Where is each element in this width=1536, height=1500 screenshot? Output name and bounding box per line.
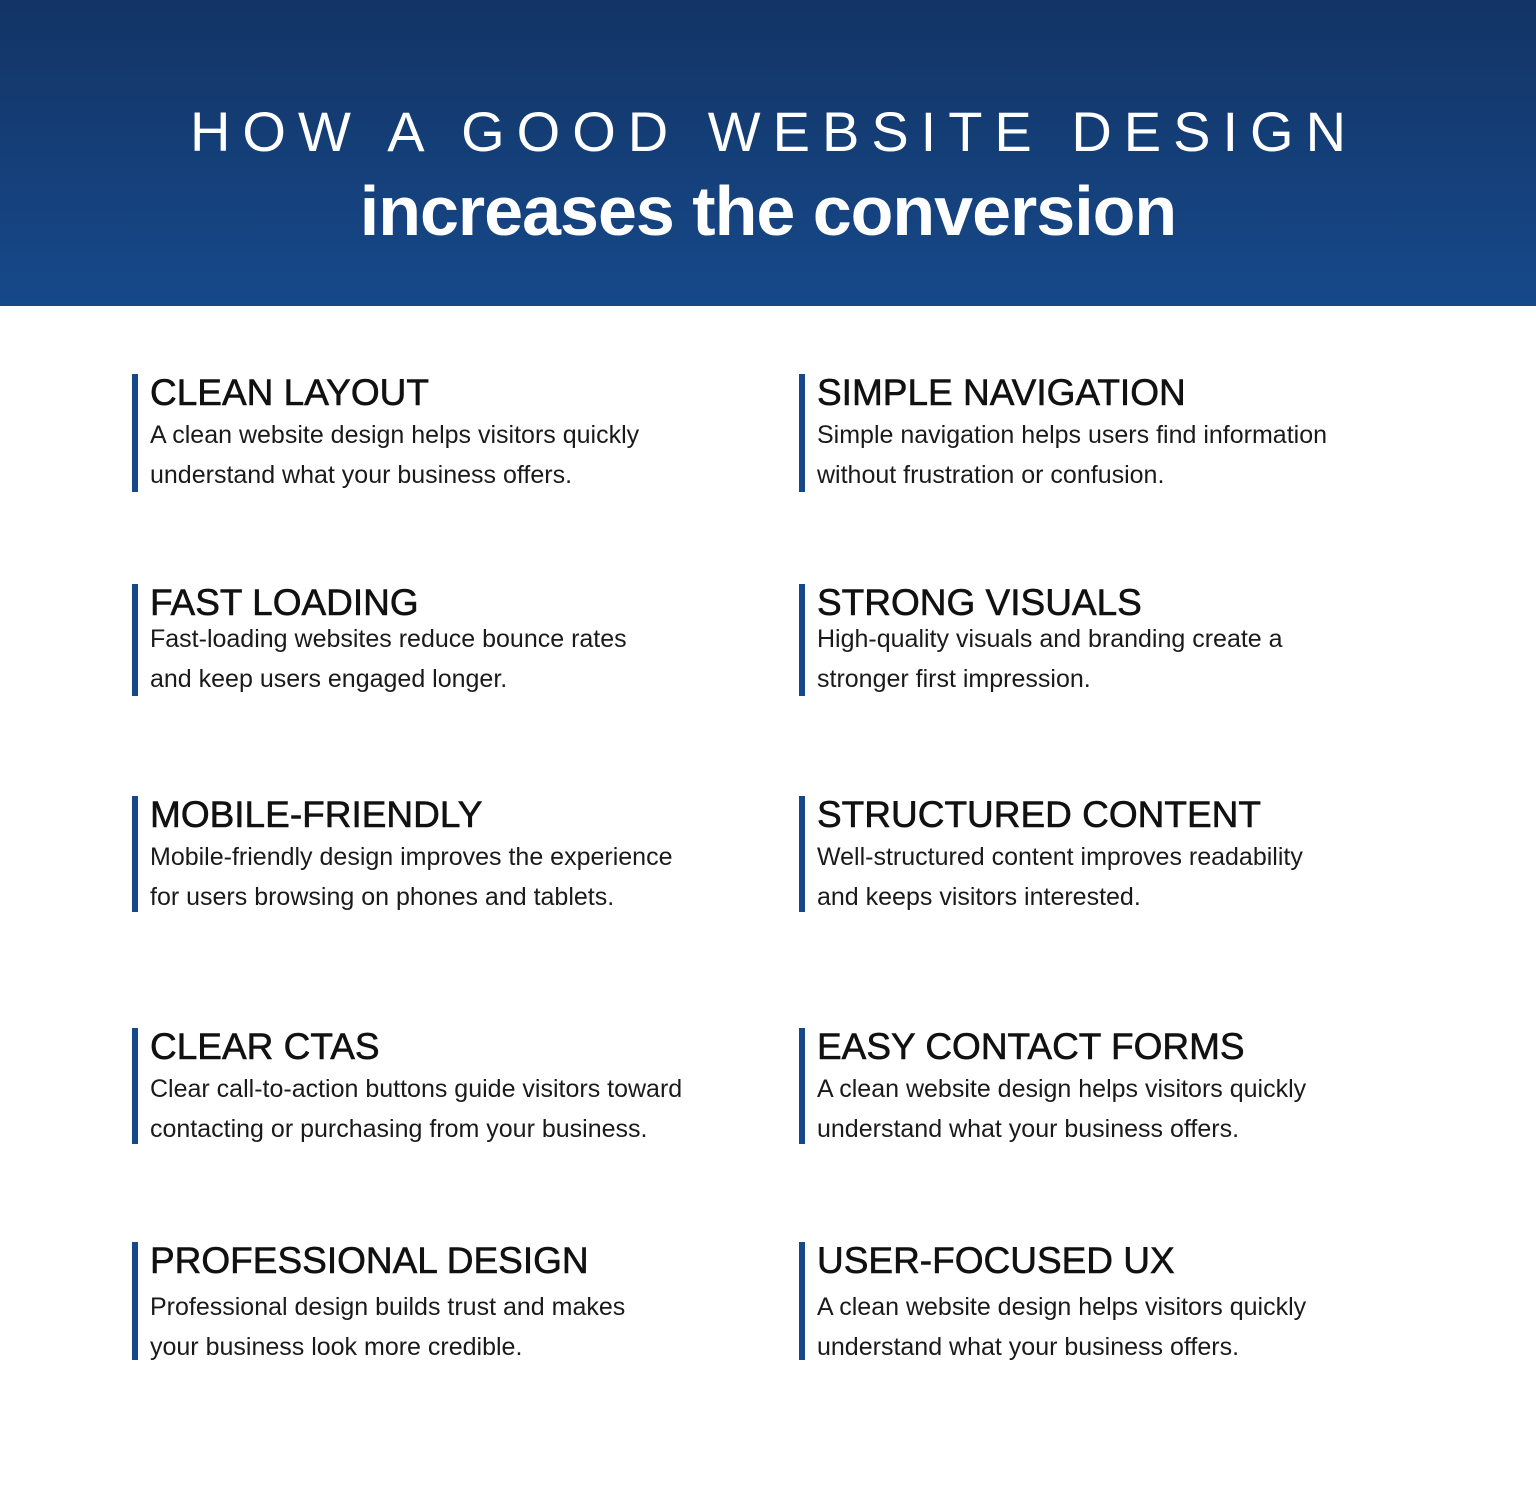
- accent-bar: [132, 584, 138, 696]
- feature-item-user-focused-ux: [799, 1242, 1439, 1360]
- feature-description-line2: understand what your business offers.: [817, 1333, 1240, 1361]
- feature-item-clean-layout: [132, 374, 772, 492]
- feature-item-fast-loading: [132, 584, 772, 696]
- accent-bar: [799, 796, 805, 912]
- header-banner: [0, 0, 1536, 306]
- feature-description-line1: Mobile-friendly design improves the experience: [150, 843, 673, 871]
- feature-description-line2: for users browsing on phones and tablets.: [150, 883, 615, 911]
- feature-description-line1: Clear call-to-action buttons guide visitors toward: [150, 1075, 683, 1103]
- accent-bar: [799, 374, 805, 492]
- accent-bar: [799, 584, 805, 696]
- feature-title: CLEAR CTAS: [150, 1026, 380, 1067]
- feature-item-mobile-friendly: [132, 796, 772, 912]
- feature-item-clear-ctas: [132, 1028, 772, 1144]
- feature-title: CLEAN LAYOUT: [150, 372, 429, 413]
- feature-description-line1: A clean website design helps visitors quickly: [150, 421, 640, 449]
- feature-description-line1: Professional design builds trust and makes: [150, 1293, 626, 1321]
- feature-title: STRONG VISUALS: [817, 582, 1142, 623]
- feature-description-line1: High-quality visuals and branding create a: [817, 625, 1283, 653]
- feature-description-line2: understand what your business offers.: [150, 461, 573, 489]
- feature-title: USER-FOCUSED UX: [817, 1240, 1175, 1281]
- feature-description-line1: Well-structured content improves readability: [817, 843, 1303, 871]
- feature-title: PROFESSIONAL DESIGN: [150, 1240, 589, 1281]
- accent-bar: [799, 1242, 805, 1360]
- feature-description-line2: without frustration or confusion.: [817, 461, 1165, 489]
- feature-description-line2: understand what your business offers.: [817, 1115, 1240, 1143]
- feature-title: STRUCTURED CONTENT: [817, 794, 1261, 835]
- feature-title: MOBILE-FRIENDLY: [150, 794, 483, 835]
- feature-title: FAST LOADING: [150, 582, 419, 623]
- feature-description-line1: Fast-loading websites reduce bounce rates: [150, 625, 627, 653]
- feature-item-structured-content: [799, 796, 1439, 912]
- feature-item-easy-contact-forms: [799, 1028, 1439, 1144]
- accent-bar: [132, 796, 138, 912]
- feature-item-strong-visuals: [799, 584, 1439, 696]
- feature-title: SIMPLE NAVIGATION: [817, 372, 1186, 413]
- feature-description-line1: A clean website design helps visitors quickly: [817, 1293, 1307, 1321]
- accent-bar: [132, 1028, 138, 1144]
- feature-description-line2: and keeps visitors interested.: [817, 883, 1141, 911]
- feature-title: EASY CONTACT FORMS: [817, 1026, 1245, 1067]
- feature-description-line2: your business look more credible.: [150, 1333, 523, 1361]
- feature-description-line2: and keep users engaged longer.: [150, 665, 508, 693]
- feature-description-line2: contacting or purchasing from your business.: [150, 1115, 648, 1143]
- header-title-line2: increases the conversion: [359, 172, 1177, 250]
- accent-bar: [799, 1028, 805, 1144]
- accent-bar: [132, 374, 138, 492]
- header-title-line1: HOW A GOOD WEBSITE DESIGN: [189, 100, 1359, 163]
- accent-bar: [132, 1242, 138, 1360]
- feature-description-line1: A clean website design helps visitors quickly: [817, 1075, 1307, 1103]
- feature-item-simple-navigation: [799, 374, 1439, 492]
- feature-description-line2: stronger first impression.: [817, 665, 1091, 693]
- feature-item-professional-design: [132, 1242, 772, 1360]
- feature-description-line1: Simple navigation helps users find information: [817, 421, 1327, 449]
